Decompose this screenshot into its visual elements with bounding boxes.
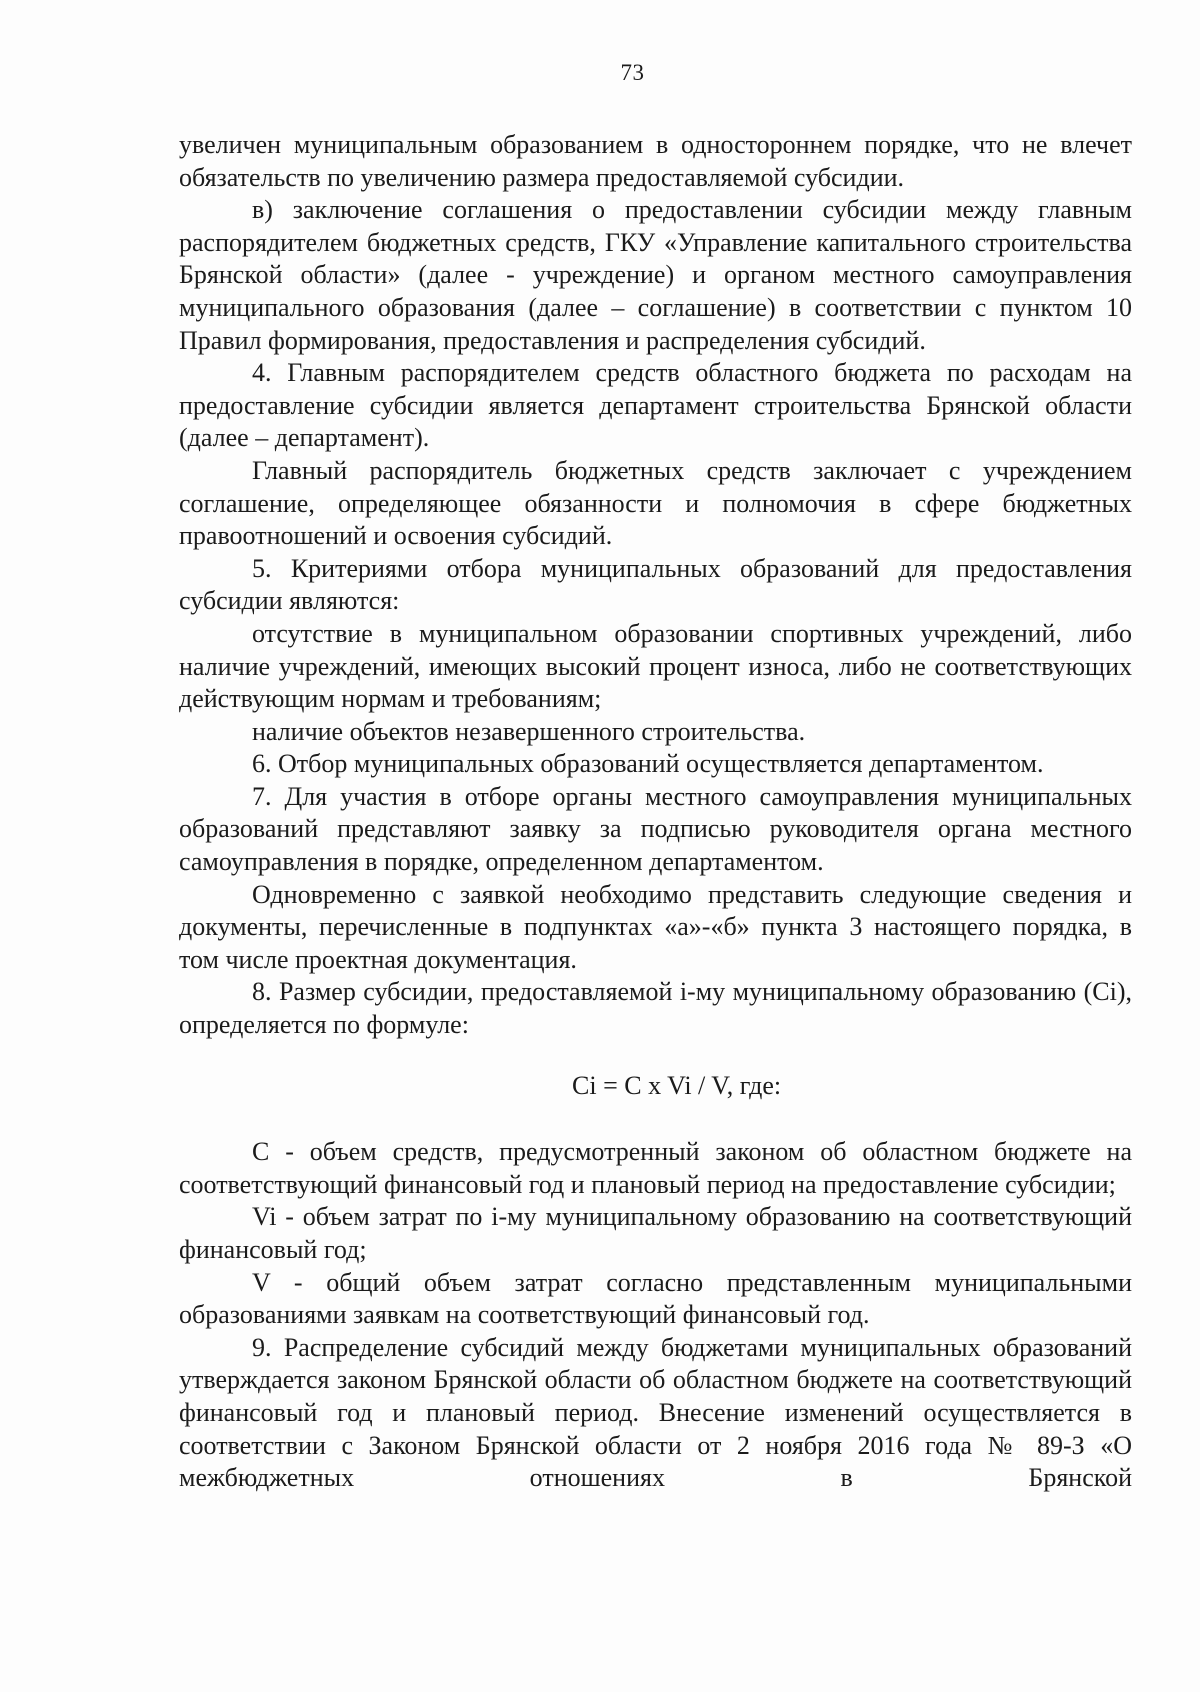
paragraph-definition-v: V - общий объем затрат согласно представленным муниципальными образованиями заявкам на соответствующий финансовый год. (179, 1267, 1132, 1330)
document-body (179, 129, 1132, 1495)
paragraph-criterion-2: наличие объектов незавершенного строительства. (252, 716, 806, 746)
paragraph-item-v: в) заключение соглашения о предоставлении субсидии между главным распорядителем бюджетных средств, ГКУ «Управление капитального строительства Брянской области» (далее - учреждение) и органом местного самоуправления муниципального образования (далее – соглашение) в соответствии с пунктом 10 Правил формирования, предоставления и распределения субсидий. (179, 195, 1132, 355)
page-number: 73 (620, 60, 645, 85)
formula: Ci = C x Vi / V, где: (572, 1070, 782, 1100)
paragraph-documents: Одновременно с заявкой необходимо представить следующие сведения и документы, перечисленные в подпунктах «а»-«б» пункта 3 настоящего порядка, в том числе проектная документация. (179, 879, 1132, 974)
paragraph-continuation: увеличен муниципальным образованием в одностороннем порядке, что не влечет обязательств по увеличению размера предоставляемой субсидии. (179, 130, 1132, 192)
paragraph-item-9: 9. Распределение субсидий между бюджетами муниципальных образований утверждается законом Брянской области об областном бюджете на соответствующий финансовый год и плановый период. Внесение изменений осуществляется в соответствии с Законом Брянской области от 2 ноября 2016 года № 89-З «О межбюджетных отношениях в Брянской (179, 1332, 1132, 1493)
paragraph-definition-c: C - объем средств, предусмотренный законом об областном бюджете на соответствующий финансовый год и плановый период на предоставление субсидии; (179, 1137, 1132, 1199)
paragraph-item-5: 5. Критериями отбора муниципальных образований для предоставления субсидии являются: (179, 553, 1132, 616)
paragraph-item-4: 4. Главным распорядителем средств областного бюджета по расходам на предоставление субсидии является департамент строительства Брянской области (далее – департамент). (179, 358, 1132, 453)
paragraph-item-8: 8. Размер субсидии, предоставляемой i-му муниципальному образованию (Ci), определяется по формуле: (179, 977, 1132, 1040)
paragraph-item-6: 6. Отбор муниципальных образований осуществляется департаментом. (252, 749, 1044, 779)
paragraph-definition-vi: Vi - объем затрат по i-му муниципальному образованию на соответствующий финансовый год; (179, 1202, 1132, 1264)
paragraph-main-manager: Главный распорядитель бюджетных средств заключает с учреждением соглашение, определяющее обязанности и полномочия в сфере бюджетных правоотношений и освоения субсидий. (179, 455, 1132, 551)
paragraph-criterion-1: отсутствие в муниципальном образовании спортивных учреждений, либо наличие учреждений, имеющих высокий процент износа, либо не соответствующих действующим нормам и требованиям; (179, 618, 1132, 714)
paragraph-item-7: 7. Для участия в отборе органы местного самоуправления муниципальных образований представляют заявку за подписью руководителя органа местного самоуправления в порядке, определенном департаментом. (179, 781, 1132, 877)
